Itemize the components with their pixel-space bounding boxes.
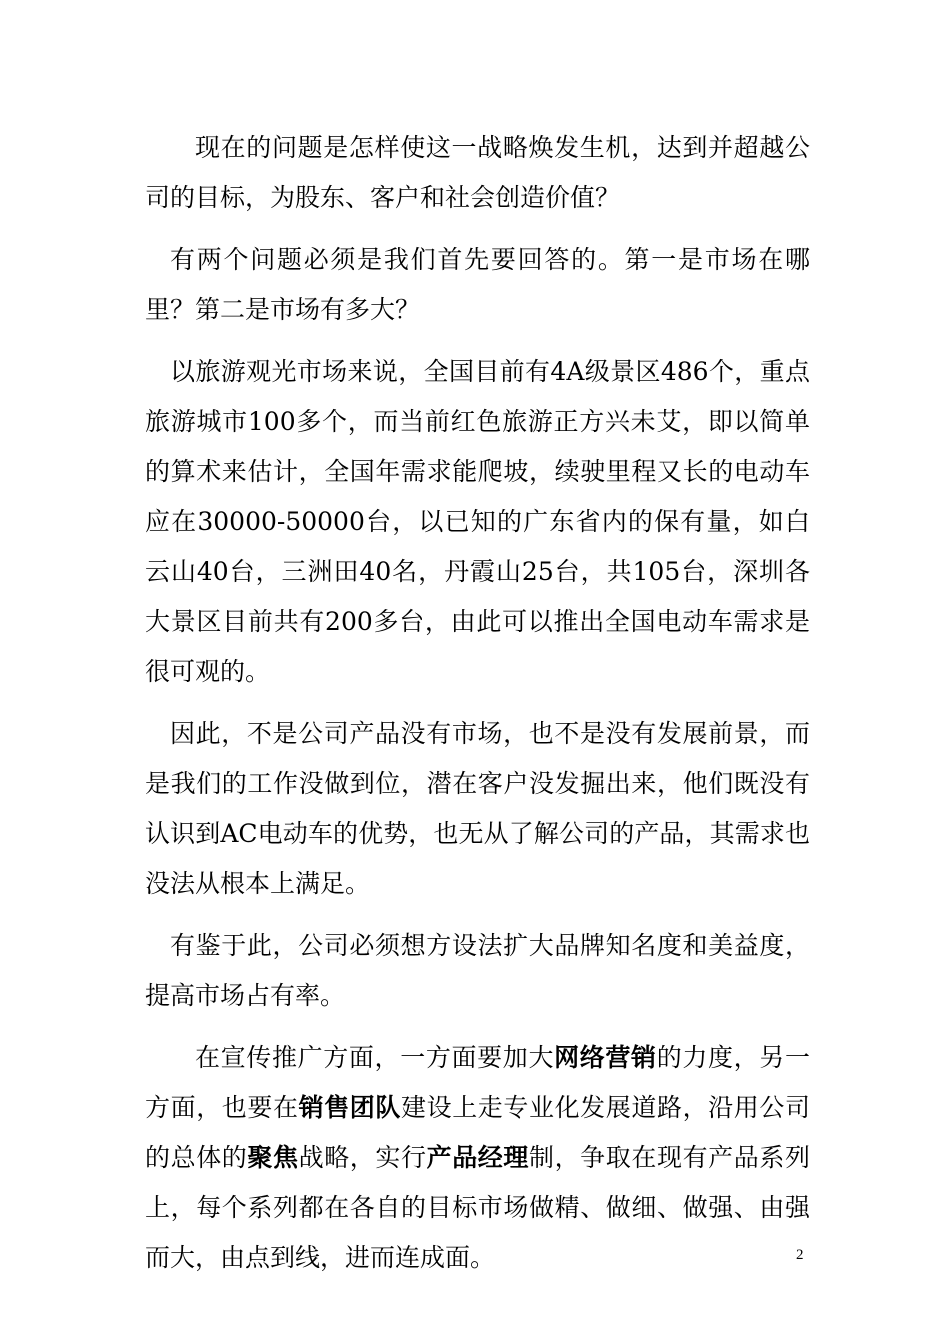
page-number: 2 (796, 1247, 804, 1263)
paragraph-2: 有两个问题必须是我们首先要回答的。第一是市场在哪里？第二是市场有多大？ (145, 245, 810, 324)
paragraph-6-text-3: 建设上走专业化发展道路，沿用公司的总体的 (145, 1093, 810, 1172)
paragraph-6-text-5: 制，争取在现有产品系列上，每个系列都在各自的目标市场做精、做细、做强、由强而大，由点到线，进而连成面。 (145, 1143, 810, 1272)
paragraph-6-text-2: 的力度，另一方面，也要在 (145, 1043, 810, 1122)
bold-term-focus: 聚焦 (247, 1143, 299, 1172)
bold-term-sales-team: 销售团队 (298, 1093, 401, 1122)
bold-term-network-marketing: 网络营销 (554, 1043, 657, 1072)
paragraph-6-text-4: 战略，实行 (298, 1143, 427, 1172)
paragraph-3: 以旅游观光市场来说，全国目前有4A级景区486个，重点旅游城市100多个，而当前红色旅游正方兴未艾，即以简单的算术来估计，全国年需求能爬坡，续驶里程又长的电动车应在30000-50000台，以已知的广东省内的保有量，如白云山40台，三洲田40名，丹霞山25台，共105台，深圳各大景区目前共有200多台，由此可以推出全国电动车需求是很可观的。 (145, 357, 810, 686)
paragraph-4: 因此，不是公司产品没有市场，也不是没有发展前景，而是我们的工作没做到位，潜在客户没发掘出来，他们既没有认识到AC电动车的优势，也无从了解公司的产品，其需求也没法从根本上满足。 (145, 719, 810, 898)
paragraph-6-text-1: 在宣传推广方面，一方面要加大 (195, 1043, 555, 1072)
paragraph-1: 现在的问题是怎样使这一战略焕发生机，达到并超越公司的目标，为股东、客户和社会创造价值？ (145, 133, 810, 212)
body-text (145, 123, 810, 1295)
bold-term-product-manager: 产品经理 (426, 1143, 529, 1172)
paragraph-6 (145, 1033, 810, 1283)
paragraph-5: 有鉴于此，公司必须想方设法扩大品牌知名度和美益度，提高市场占有率。 (145, 931, 810, 1010)
